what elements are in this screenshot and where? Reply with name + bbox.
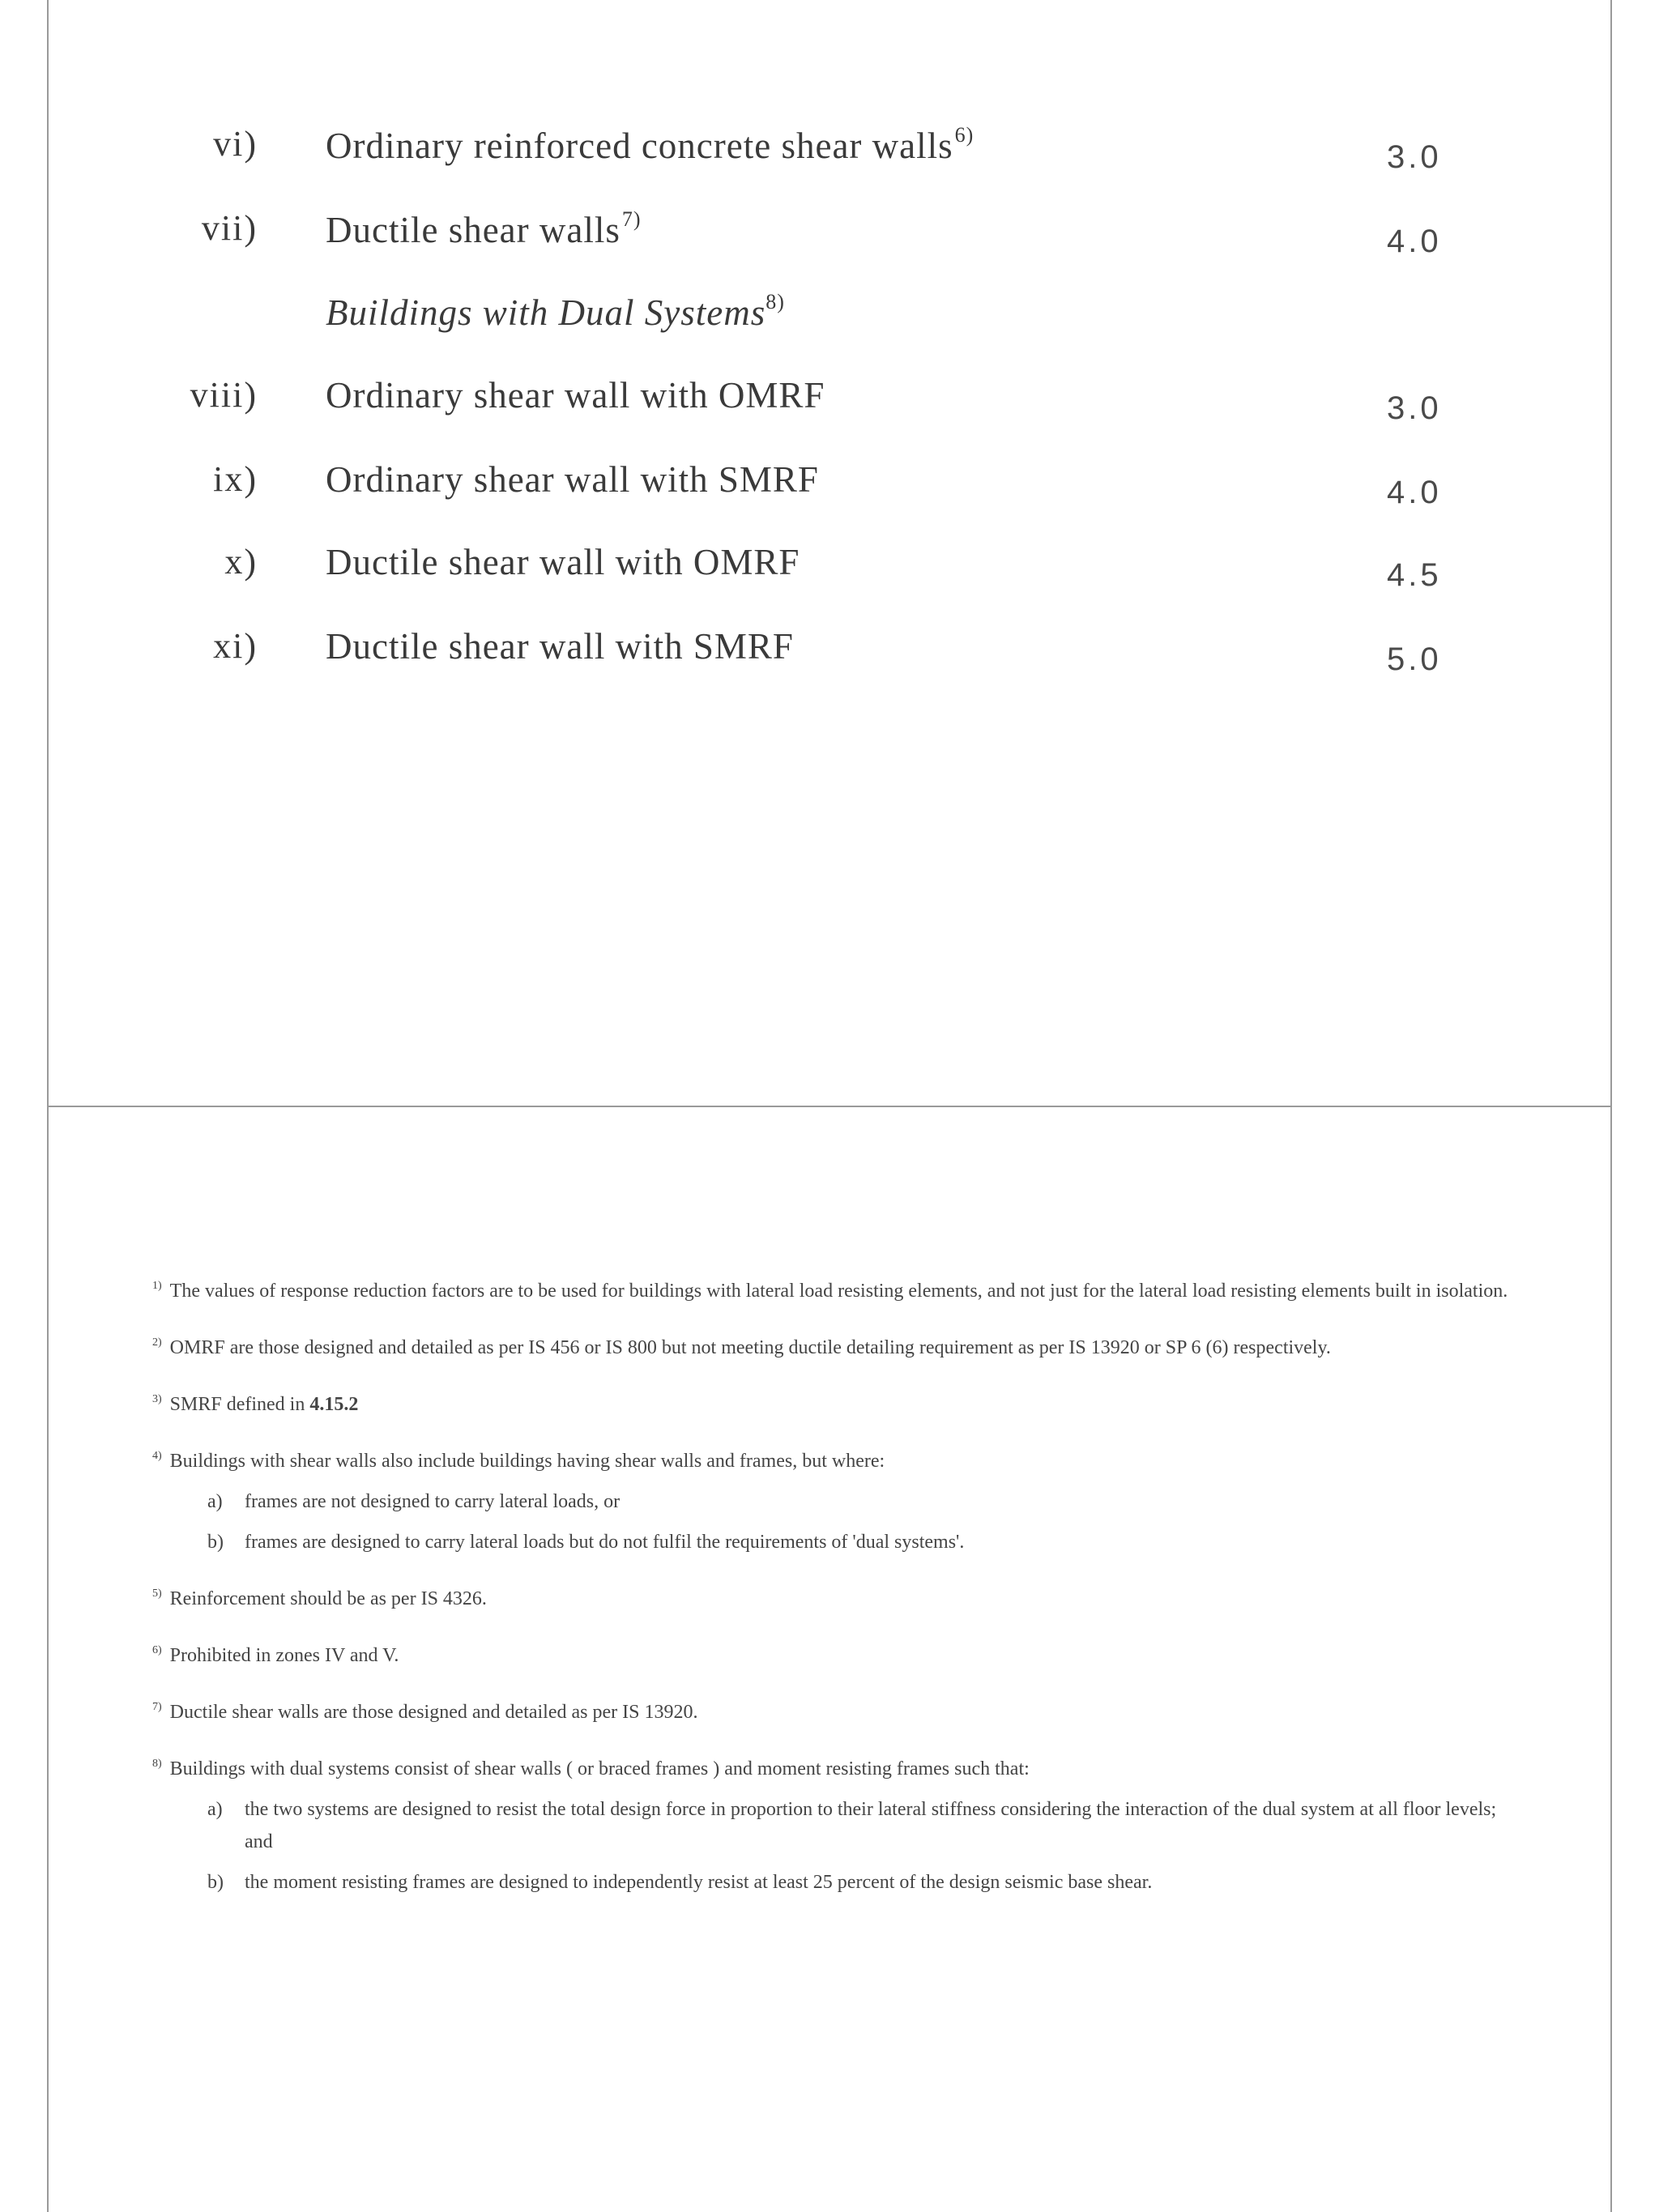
footnote-text: The values of response reduction factors are to be used for buildings with lateral load resisting elements, and not just for the lateral load resisting elements built in isolation. <box>169 1281 1508 1302</box>
row-value: 3.0 <box>1387 390 1442 426</box>
footnote-ref: 8) <box>766 290 785 313</box>
footnote-subitem <box>207 1866 1513 1899</box>
row-value: 4.5 <box>1387 557 1442 593</box>
row-number: xi) <box>213 626 258 666</box>
footnote-mark: 5) <box>152 1588 162 1600</box>
row-value: 3.0 <box>1387 139 1442 175</box>
footnote-mark: 3) <box>152 1393 162 1405</box>
footnote <box>152 1440 1513 1558</box>
footnotes <box>152 1270 1513 1918</box>
footnote-mark: 4) <box>152 1450 162 1462</box>
footnote-mark: 6) <box>152 1644 162 1656</box>
footnote-text: Buildings with dual systems consist of shear walls ( or braced frames ) and moment resisting frames such that: <box>169 1758 1030 1779</box>
footnote <box>152 1578 1513 1615</box>
footnote-text: Prohibited in zones IV and V. <box>169 1645 399 1666</box>
subitem-label: a) <box>207 1799 223 1820</box>
footnote-text: OMRF are those designed and detailed as per IS 456 or IS 800 but not meeting ductile detailing requirement as per IS 13920 or SP 6 (6) respectively. <box>169 1337 1331 1358</box>
footnote-subitem <box>207 1793 1513 1858</box>
footnote-mark: 8) <box>152 1758 162 1770</box>
footnote-text: Reinforcement should be as per IS 4326. <box>169 1588 487 1609</box>
subitem-text: frames are designed to carry lateral loads but do not fulfil the requirements of 'dual systems'. <box>245 1532 965 1553</box>
subitem-label: b) <box>207 1872 224 1893</box>
row-description: Ordinary reinforced concrete shear walls$^{6)}$ <box>326 123 975 166</box>
subitem-label: b) <box>207 1532 224 1553</box>
row-description: Ductile shear walls$^{7)}$ <box>326 207 642 250</box>
footnote <box>152 1634 1513 1672</box>
footnote-subitem <box>207 1526 1513 1558</box>
footnote-ref: 6) <box>954 123 975 147</box>
table-row <box>0 625 1659 690</box>
table-row <box>0 123 1659 188</box>
footnote <box>152 1691 1513 1728</box>
row-number: viii) <box>190 375 258 415</box>
footnote-ref: 7) <box>621 207 642 231</box>
footnote <box>152 1748 1513 1899</box>
footnote-mark: 1) <box>152 1280 162 1292</box>
row-value: 4.0 <box>1387 224 1442 259</box>
footnote-mark: 2) <box>152 1336 162 1349</box>
footnote <box>152 1327 1513 1364</box>
footnote-text: Buildings with shear walls also include buildings having shear walls and frames, but where: <box>169 1451 885 1472</box>
row-number: ix) <box>213 459 258 499</box>
row-number: vii) <box>201 208 258 248</box>
subitem-text: frames are not designed to carry lateral loads, or <box>245 1491 621 1512</box>
table-row <box>0 541 1659 606</box>
table-row <box>0 374 1659 439</box>
footnote-mark: 7) <box>152 1701 162 1713</box>
row-description: Ductile shear wall with OMRF <box>326 542 800 582</box>
footnote-subitem <box>207 1485 1513 1518</box>
footnote <box>152 1270 1513 1307</box>
panel-divider <box>47 1106 1612 1107</box>
subitem-text: the two systems are designed to resist the total design force in proportion to their lateral stiffness considering the interaction of the dual system at all floor levels; and <box>245 1799 1497 1852</box>
row-description: Ordinary shear wall with OMRF <box>326 375 825 416</box>
table-row <box>0 207 1659 272</box>
row-description: Ordinary shear wall with SMRF <box>326 459 819 500</box>
row-description: Ductile shear wall with SMRF <box>326 626 794 667</box>
group-heading: Buildings with Dual Systems$^{8)}$ <box>326 290 785 333</box>
footnote-text: SMRF defined in <box>169 1394 310 1415</box>
row-value: 5.0 <box>1387 641 1442 677</box>
clause-reference: 4.15.2 <box>309 1394 359 1415</box>
subitem-label: a) <box>207 1491 223 1512</box>
table-row <box>0 458 1659 523</box>
subitem-text: the moment resisting frames are designed to independently resist at least 25 percent of the design seismic base shear. <box>245 1872 1153 1893</box>
footnote <box>152 1383 1513 1421</box>
row-value: 4.0 <box>1387 475 1442 510</box>
row-number: vi) <box>213 124 258 164</box>
row-number: x) <box>224 542 258 582</box>
footnote-text: Ductile shear walls are those designed and detailed as per IS 13920. <box>169 1702 698 1723</box>
